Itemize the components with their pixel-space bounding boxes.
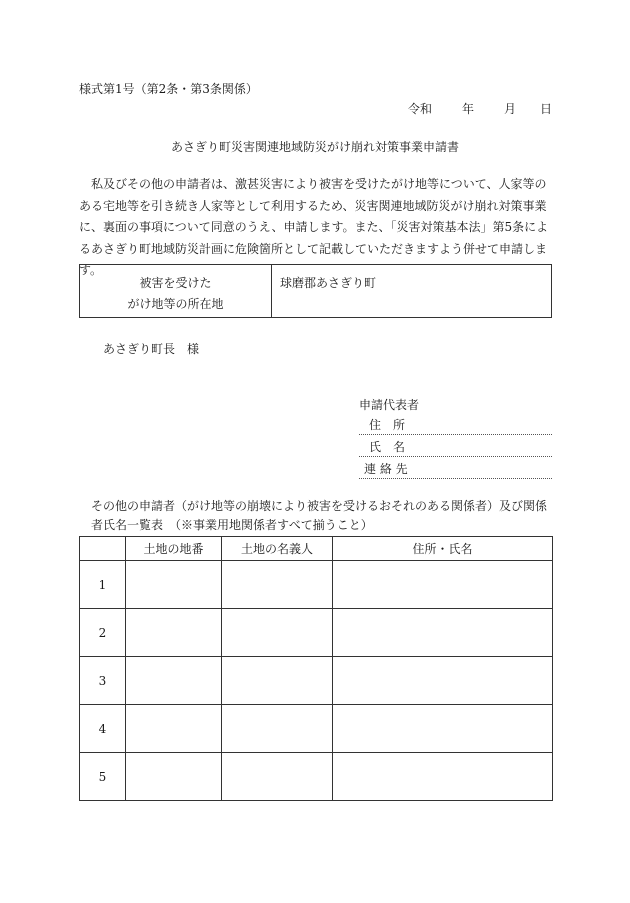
row-number: 1 bbox=[80, 561, 126, 609]
lot-number-cell[interactable] bbox=[126, 609, 222, 657]
address-name-cell[interactable] bbox=[333, 609, 553, 657]
row-number: 5 bbox=[80, 753, 126, 801]
table-row bbox=[80, 561, 553, 609]
row-number: 3 bbox=[80, 657, 126, 705]
table-header-row bbox=[80, 537, 553, 561]
land-owner-cell[interactable] bbox=[222, 609, 333, 657]
location-label-line2: がけ地等の所在地 bbox=[127, 297, 224, 311]
body-paragraph: 私及びその他の申請者は、激甚災害により被害を受けたがけ地等について、人家等のある宅地等を引き続き人家等として利用するため、災害関連地域防災がけ崩れ対策事業に、裏面の事項について同意のうえ、申請します。また、「災害対策基本法」第5条によるあさぎり町地域防災計画に危険箇所として記載していただきますよう併せて申請します。 bbox=[79, 177, 549, 277]
date-month: 月 bbox=[503, 102, 516, 116]
header-address-name: 住所・氏名 bbox=[333, 537, 553, 561]
date-era: 令和 bbox=[407, 102, 432, 116]
land-owner-cell[interactable] bbox=[222, 561, 333, 609]
lot-number-cell[interactable] bbox=[126, 753, 222, 801]
applicant-heading: 申請代表者 bbox=[359, 398, 420, 412]
applicant-address-field[interactable] bbox=[359, 416, 552, 435]
land-owner-cell[interactable] bbox=[222, 705, 333, 753]
applicant-contact-field[interactable] bbox=[359, 460, 552, 479]
header-lot-number: 土地の地番 bbox=[126, 537, 222, 561]
land-owner-cell[interactable] bbox=[222, 657, 333, 705]
name-label: 氏 名 bbox=[369, 440, 406, 454]
table-row bbox=[80, 609, 553, 657]
row-number: 4 bbox=[80, 705, 126, 753]
table-row bbox=[80, 705, 553, 753]
address-name-cell[interactable] bbox=[333, 657, 553, 705]
other-applicants-table bbox=[79, 536, 553, 801]
row-number: 2 bbox=[80, 609, 126, 657]
applicant-name-field[interactable] bbox=[359, 438, 552, 457]
other-applicants-intro: その他の申請者（がけ地等の崩壊により被害を受けるおそれのある関係者）及び関係者氏名一覧表 （※事業用地関係者すべて揃うこと） bbox=[91, 499, 548, 532]
location-box bbox=[79, 264, 552, 318]
document-title: あさぎり町災害関連地域防災がけ崩れ対策事業申請書 bbox=[170, 140, 459, 154]
contact-label: 連 絡 先 bbox=[364, 462, 408, 476]
date-year: 年 bbox=[461, 102, 474, 116]
address-name-cell[interactable] bbox=[333, 705, 553, 753]
addressee: あさぎり町長 様 bbox=[103, 342, 200, 356]
header-number bbox=[80, 537, 126, 561]
form-number: 様式第1号（第2条・第3条関係） bbox=[79, 82, 258, 96]
land-owner-cell[interactable] bbox=[222, 753, 333, 801]
lot-number-cell[interactable] bbox=[126, 657, 222, 705]
location-label-cell bbox=[80, 265, 272, 317]
location-label-line1: 被害を受けた bbox=[139, 276, 212, 290]
address-name-cell[interactable] bbox=[333, 753, 553, 801]
header-land-owner: 土地の名義人 bbox=[222, 537, 333, 561]
lot-number-cell[interactable] bbox=[126, 705, 222, 753]
table-row bbox=[80, 657, 553, 705]
lot-number-cell[interactable] bbox=[126, 561, 222, 609]
date-day: 日 bbox=[539, 102, 552, 116]
address-name-cell[interactable] bbox=[333, 561, 553, 609]
location-value[interactable]: 球磨郡あさぎり町 bbox=[280, 276, 377, 290]
date-line bbox=[408, 100, 552, 117]
table-row bbox=[80, 753, 553, 801]
address-label: 住 所 bbox=[369, 418, 406, 432]
